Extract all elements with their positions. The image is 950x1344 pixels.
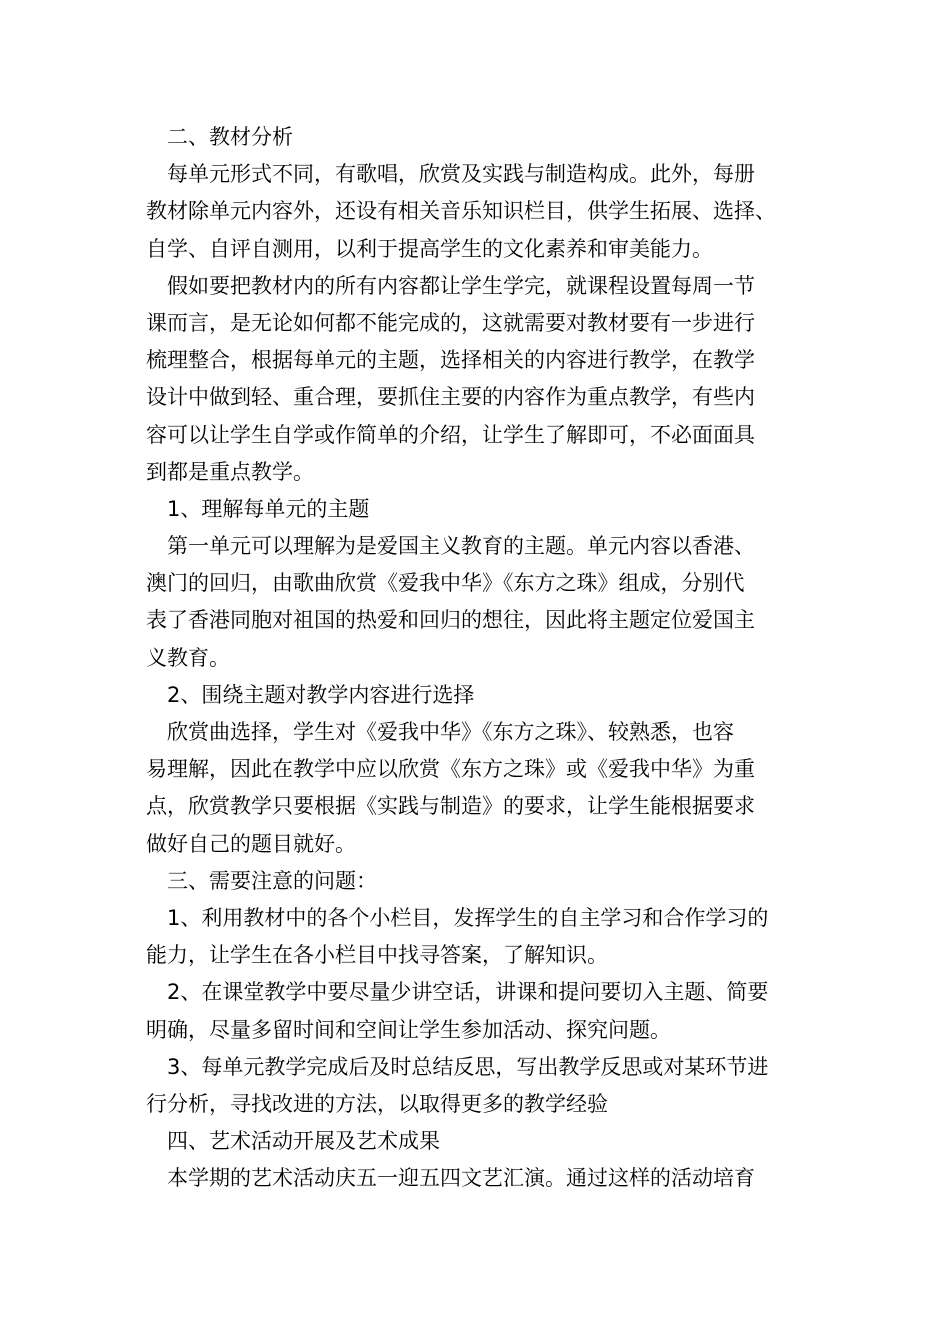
- text-line: 义教育。: [146, 645, 230, 670]
- paragraph-patriotic-theme: [146, 528, 810, 677]
- section-heading-textbook-analysis: 二、教材分析: [167, 125, 293, 149]
- text-line: 容可以让学生自学或作简单的介绍，让学生了解即可，不必面面具: [146, 422, 755, 447]
- text-line: 欣赏曲选择，学生对《爱我中华》《东方之珠》、较熟悉，也容: [146, 720, 734, 744]
- list-item-note-3: [146, 1049, 810, 1123]
- list-item-note-2: [146, 974, 810, 1048]
- section-heading-notes: 三、需要注意的问题：: [167, 868, 377, 893]
- document-page: [146, 119, 810, 1197]
- text-line: 每单元形式不同，有歌唱，欣赏及实践与制造构成。此外，每册: [146, 162, 755, 187]
- section-heading-art-activities: 四、艺术活动开展及艺术成果: [167, 1129, 440, 1154]
- text-line: 明确，尽量多留时间和空间让学生参加活动、探究问题。: [146, 1017, 671, 1042]
- paragraph-appreciation-selection: [146, 714, 810, 863]
- text-line: 假如要把教材内的所有内容都让学生学完，就课程设置每周一节: [146, 273, 755, 298]
- text-line: 表了香港同胞对祖国的热爱和回归的想往，因此将主题定位爱国主: [146, 608, 755, 633]
- subheading-unit-theme: 1、理解每单元的主题: [167, 496, 370, 521]
- text-line: 能力，让学生在各小栏目中找寻答案，了解知识。: [146, 943, 608, 968]
- text-line: 本学期的艺术活动庆五一迎五四文艺汇演。通过这样的活动培育: [146, 1166, 755, 1191]
- list-item-note-1: [146, 900, 810, 974]
- text-line: 澳门的回归，由歌曲欣赏《爱我中华》《东方之珠》组成，分别代: [146, 571, 745, 596]
- text-line: 设计中做到轻、重合理，要抓住主要的内容作为重点教学，有些内: [146, 385, 755, 410]
- text-line: 第一单元可以理解为是爱国主义教育的主题。单元内容以香港、: [146, 534, 755, 559]
- text-line: 易理解，因此在教学中应以欣赏《东方之珠》或《爱我中华》为重: [146, 757, 755, 782]
- text-line: 教材除单元内容外，还设有相关音乐知识栏目，供学生拓展、选择、: [146, 199, 776, 224]
- paragraph-content-integration: [146, 268, 810, 491]
- text-line: 做好自己的题目就好。: [146, 831, 356, 856]
- text-line: 到都是重点教学。: [146, 459, 314, 484]
- text-line: 1、利用教材中的各个小栏目，发挥学生的自主学习和合作学习的: [146, 905, 769, 930]
- paragraph-art-activities: [146, 1160, 810, 1197]
- text-line: 行分析，寻找改进的方法，以取得更多的教学经验: [146, 1091, 608, 1116]
- paragraph-unit-forms: [146, 156, 810, 268]
- text-line: 3、每单元教学完成后及时总结反思，写出教学反思或对某环节进: [146, 1054, 769, 1079]
- text-line: 课而言，是无论如何都不能完成的，这就需要对教材要有一步进行: [146, 310, 755, 335]
- text-line: 2、在课堂教学中要尽量少讲空话，讲课和提问要切入主题、简要: [146, 980, 769, 1005]
- text-line: 点，欣赏教学只要根据《实践与制造》的要求，让学生能根据要求: [146, 794, 755, 819]
- text-line: 梳理整合，根据每单元的主题，选择相关的内容进行教学，在教学: [146, 348, 755, 373]
- text-line: 自学、自评自测用，以利于提高学生的文化素养和审美能力。: [146, 236, 713, 261]
- subheading-content-selection: 2、围绕主题对教学内容进行选择: [167, 682, 475, 707]
